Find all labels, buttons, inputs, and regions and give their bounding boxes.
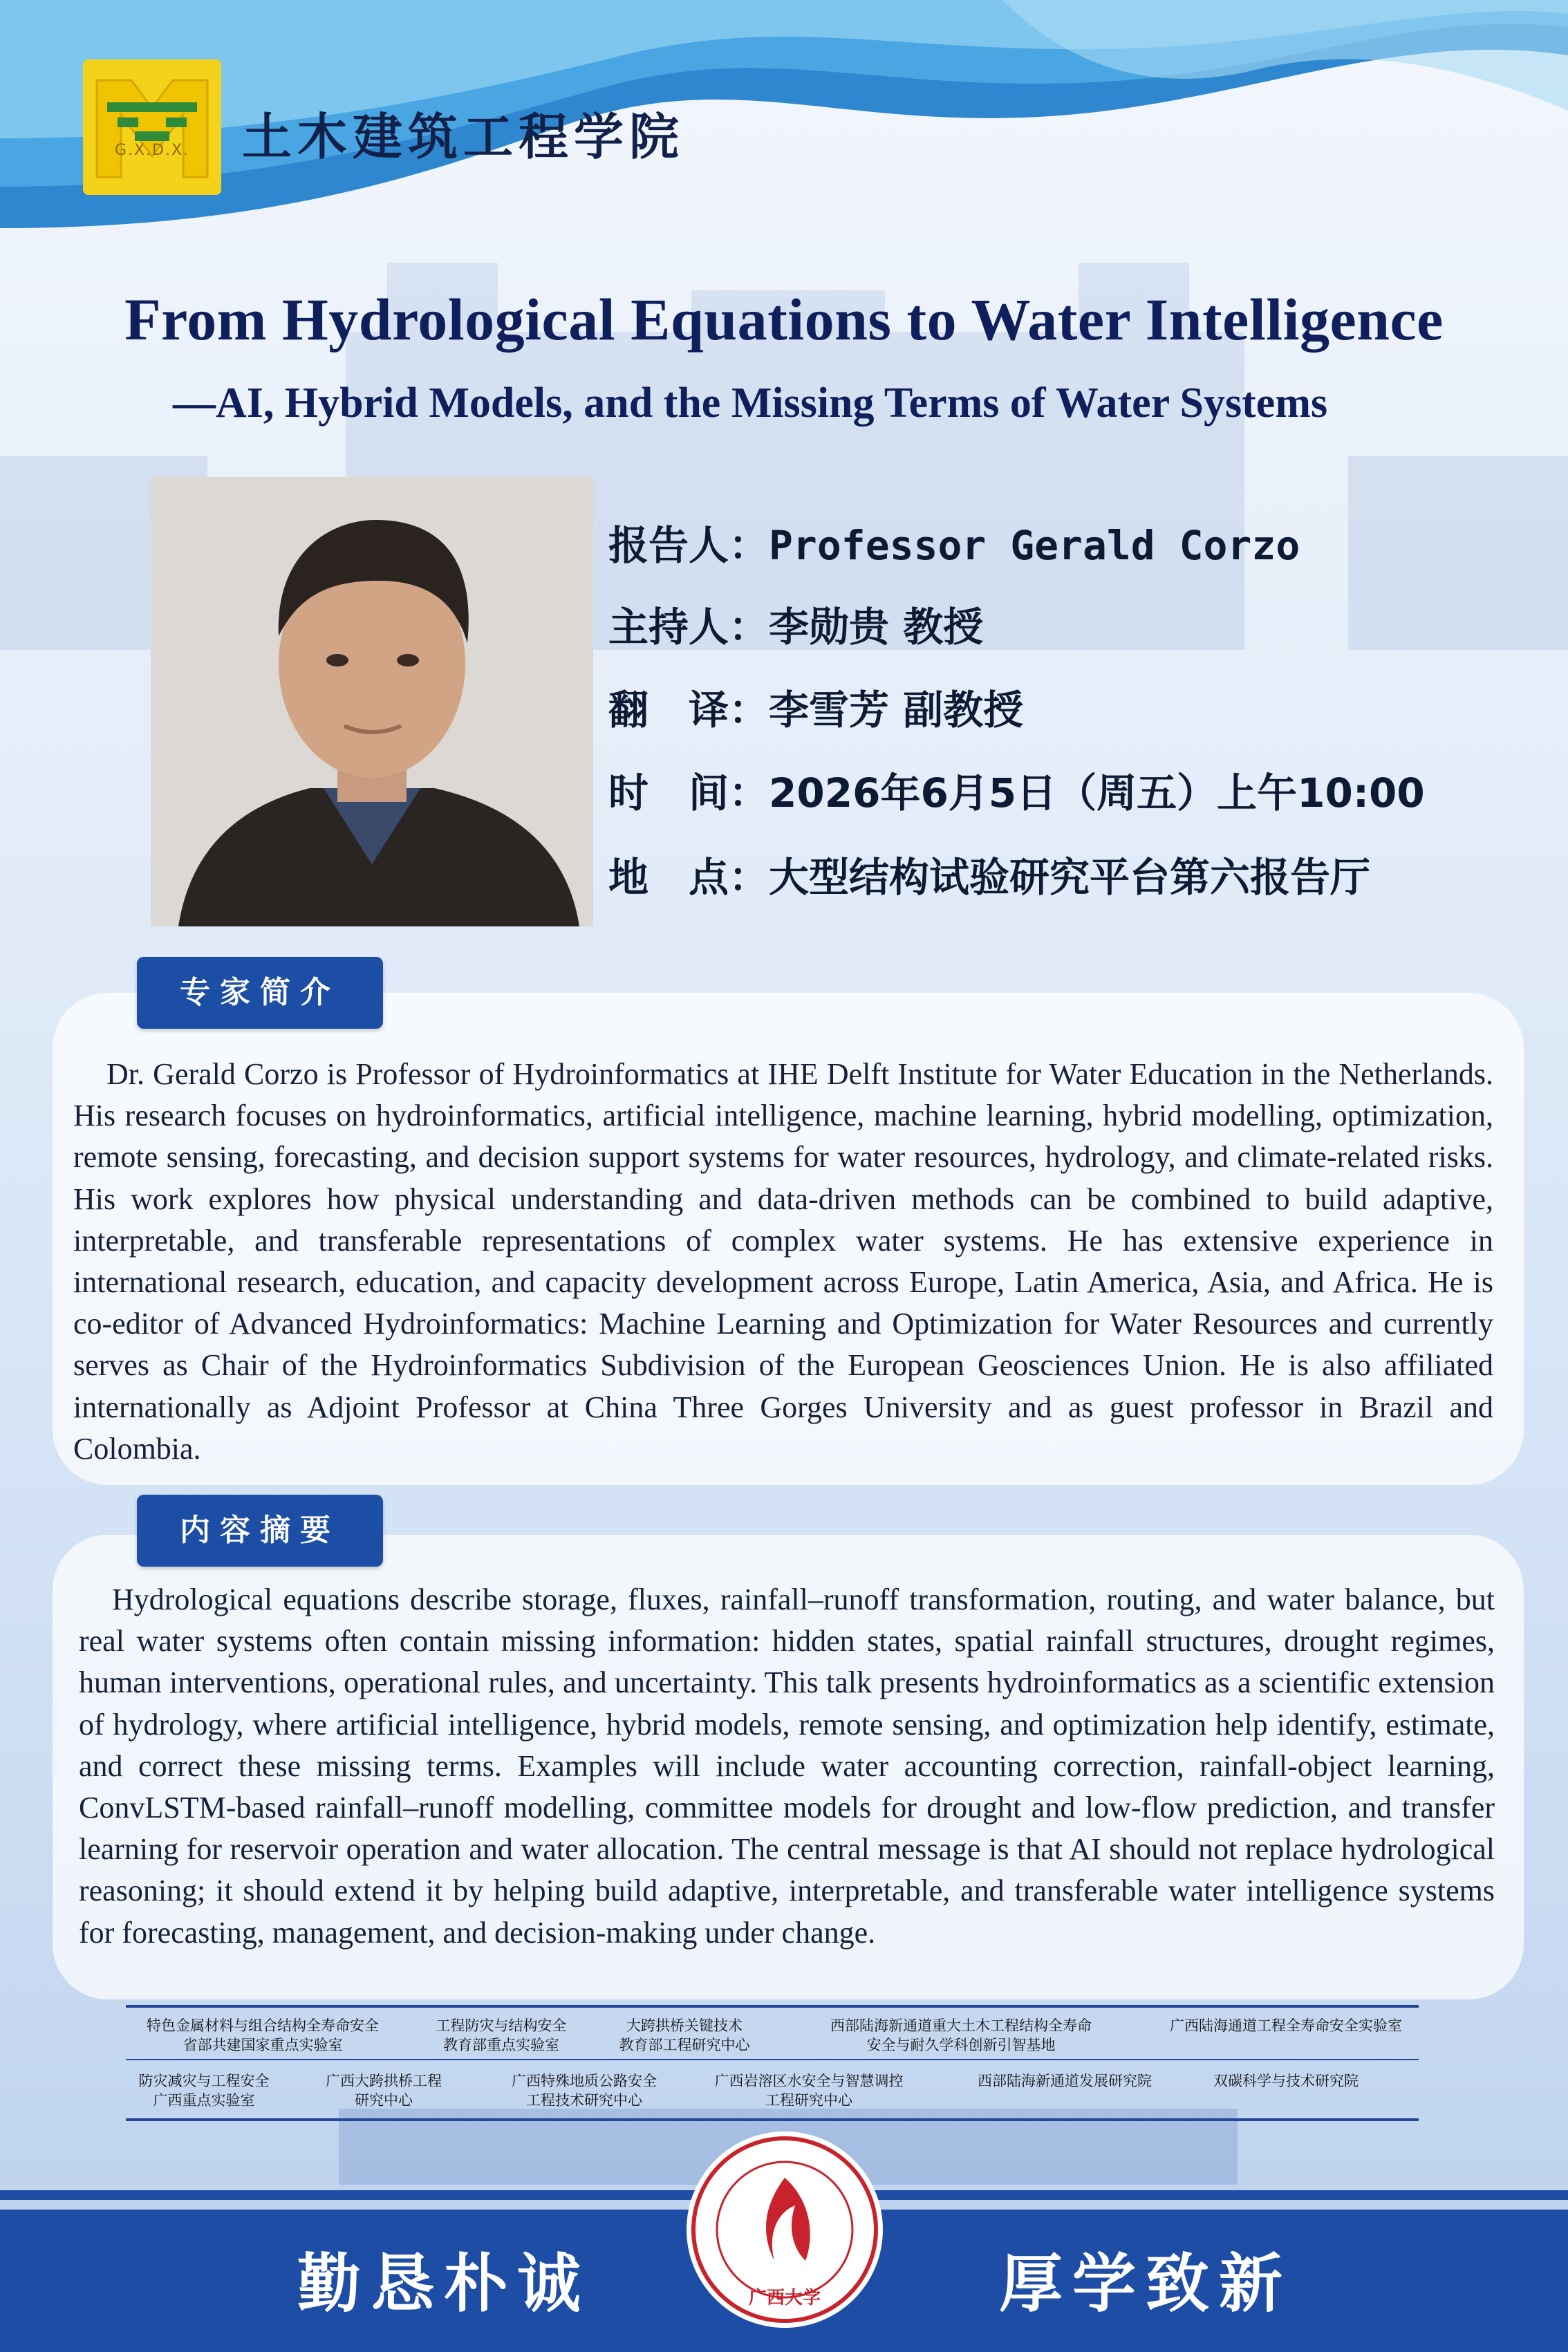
talk-title: From Hydrological Equations to Water Intelligence bbox=[124, 286, 1444, 353]
speaker-row bbox=[608, 513, 1300, 571]
logo-emblem-icon bbox=[83, 59, 221, 195]
venue-value: 大型结构试验研究平台第六报告厅 bbox=[769, 854, 1371, 901]
school-logo bbox=[83, 59, 221, 195]
lab-item: 双碳科学与技术研究院 bbox=[1213, 2073, 1359, 2089]
speaker-label: 报告人： bbox=[608, 522, 769, 569]
lab-item: 大跨拱桥关键技术 教育部工程研究中心 bbox=[619, 2017, 750, 2053]
speaker-portrait-icon bbox=[151, 477, 593, 926]
labs-top-rule bbox=[126, 2005, 1419, 2008]
time-value: 2026年6月5日（周五）上午10:00 bbox=[769, 769, 1425, 816]
host-label: 主持人： bbox=[608, 604, 769, 651]
lab-item: 特色金属材料与组合结构全寿命安全 省部共建国家重点实验室 bbox=[147, 2017, 379, 2053]
translator-name: 李雪芳 副教授 bbox=[769, 687, 1024, 734]
abstract-section-label: 内容摘要 bbox=[137, 1495, 383, 1567]
speaker-name: Professor Gerald Corzo bbox=[769, 522, 1300, 569]
logo-text: G.X.D.X. bbox=[114, 142, 190, 159]
time-label: 时 间： bbox=[608, 769, 769, 816]
host-name: 李勋贵 教授 bbox=[769, 604, 984, 651]
lab-item: 广西大跨拱桥工程 研究中心 bbox=[326, 2073, 442, 2109]
lab-item: 广西特殊地质公路安全 工程技术研究中心 bbox=[512, 2073, 657, 2109]
motto-left: 勤恳朴诚 bbox=[297, 2246, 591, 2321]
university-seal bbox=[684, 2129, 885, 2330]
lab-item: 西部陆海新通道重大土木工程结构全寿命 安全与耐久学科创新引智基地 bbox=[830, 2017, 1092, 2053]
lab-item: 广西岩溶区水安全与智慧调控 工程研究中心 bbox=[714, 2073, 904, 2109]
talk-subtitle: —AI, Hybrid Models, and the Missing Terms of Water Systems bbox=[173, 380, 1328, 427]
speaker-photo bbox=[151, 477, 593, 926]
lab-item: 广西陆海通道工程全寿命安全实验室 bbox=[1170, 2017, 1402, 2034]
translator-row bbox=[608, 678, 1023, 736]
labs-middle-rule bbox=[126, 2059, 1419, 2060]
time-row bbox=[608, 760, 1425, 819]
lab-item: 防灾减灾与工程安全 广西重点实验室 bbox=[138, 2073, 270, 2109]
lab-item: 西部陆海新通道发展研究院 bbox=[978, 2073, 1152, 2089]
host-row bbox=[608, 595, 983, 653]
venue-label: 地 点： bbox=[608, 854, 769, 901]
school-name: 土木建筑工程学院 bbox=[242, 107, 685, 166]
translator-label: 翻 译： bbox=[608, 687, 769, 734]
header-wave-banner bbox=[0, 0, 1568, 290]
bio-text: Dr. Gerald Corzo is Professor of Hydroinformatics at IHE Delft Institute for Water Education in the Netherlands. His research focuses on hydroinformatics, artificial intelligence, machine learning, hybrid modelling, optimization, remote sensing, forecasting, and decision support systems for water resources, hydrology, and climate-related risks. His work explores how physical understanding and data-driven methods can be combined to build adaptive, interpretable, and transferable representations of complex water systems. He has extensive experience in international research, education, and capacity development across Europe, Latin America, Asia, and Africa. He is co-editor of Advanced Hydroinformatics: Machine Learning and Optimization for Water Resources and currently serves as Chair of the Hydroinformatics Subdivision of the European Geosciences Union. He is also affiliated internationally as Adjoint Professor at China Three Gorges University and as guest professor in Brazil and Colombia. bbox=[73, 1057, 1493, 1466]
abstract-text: Hydrological equations describe storage, fluxes, rainfall–runoff transformation, routing, and water balance, but real water systems often contain missing information: hidden states, spatial rainfall structures, drought regimes, human interventions, operational rules, and uncertainty. This talk presents hydroinformatics as a scientific extension of hydrology, where artificial intelligence, hybrid models, remote sensing, and optimization help identify, estimate, and correct these missing terms. Examples will include water accounting correction, rainfall-object learning, ConvLSTM-based rainfall–runoff modelling, committee models for drought and low-flow prediction, and transfer learning for reservoir operation and water allocation. The central message is that AI should not replace hydrological reasoning; it should extend it by helping build adaptive, interpretable, and transferable water intelligence systems for forecasting, management, and decision-making under change. bbox=[79, 1583, 1495, 1950]
motto-right: 厚学致新 bbox=[999, 2246, 1293, 2321]
seal-text: 广西大学 bbox=[748, 2288, 821, 2308]
bio-section-label: 专家简介 bbox=[137, 957, 383, 1029]
venue-row bbox=[608, 845, 1370, 903]
lab-item: 工程防灾与结构安全 教育部重点实验室 bbox=[436, 2017, 567, 2053]
